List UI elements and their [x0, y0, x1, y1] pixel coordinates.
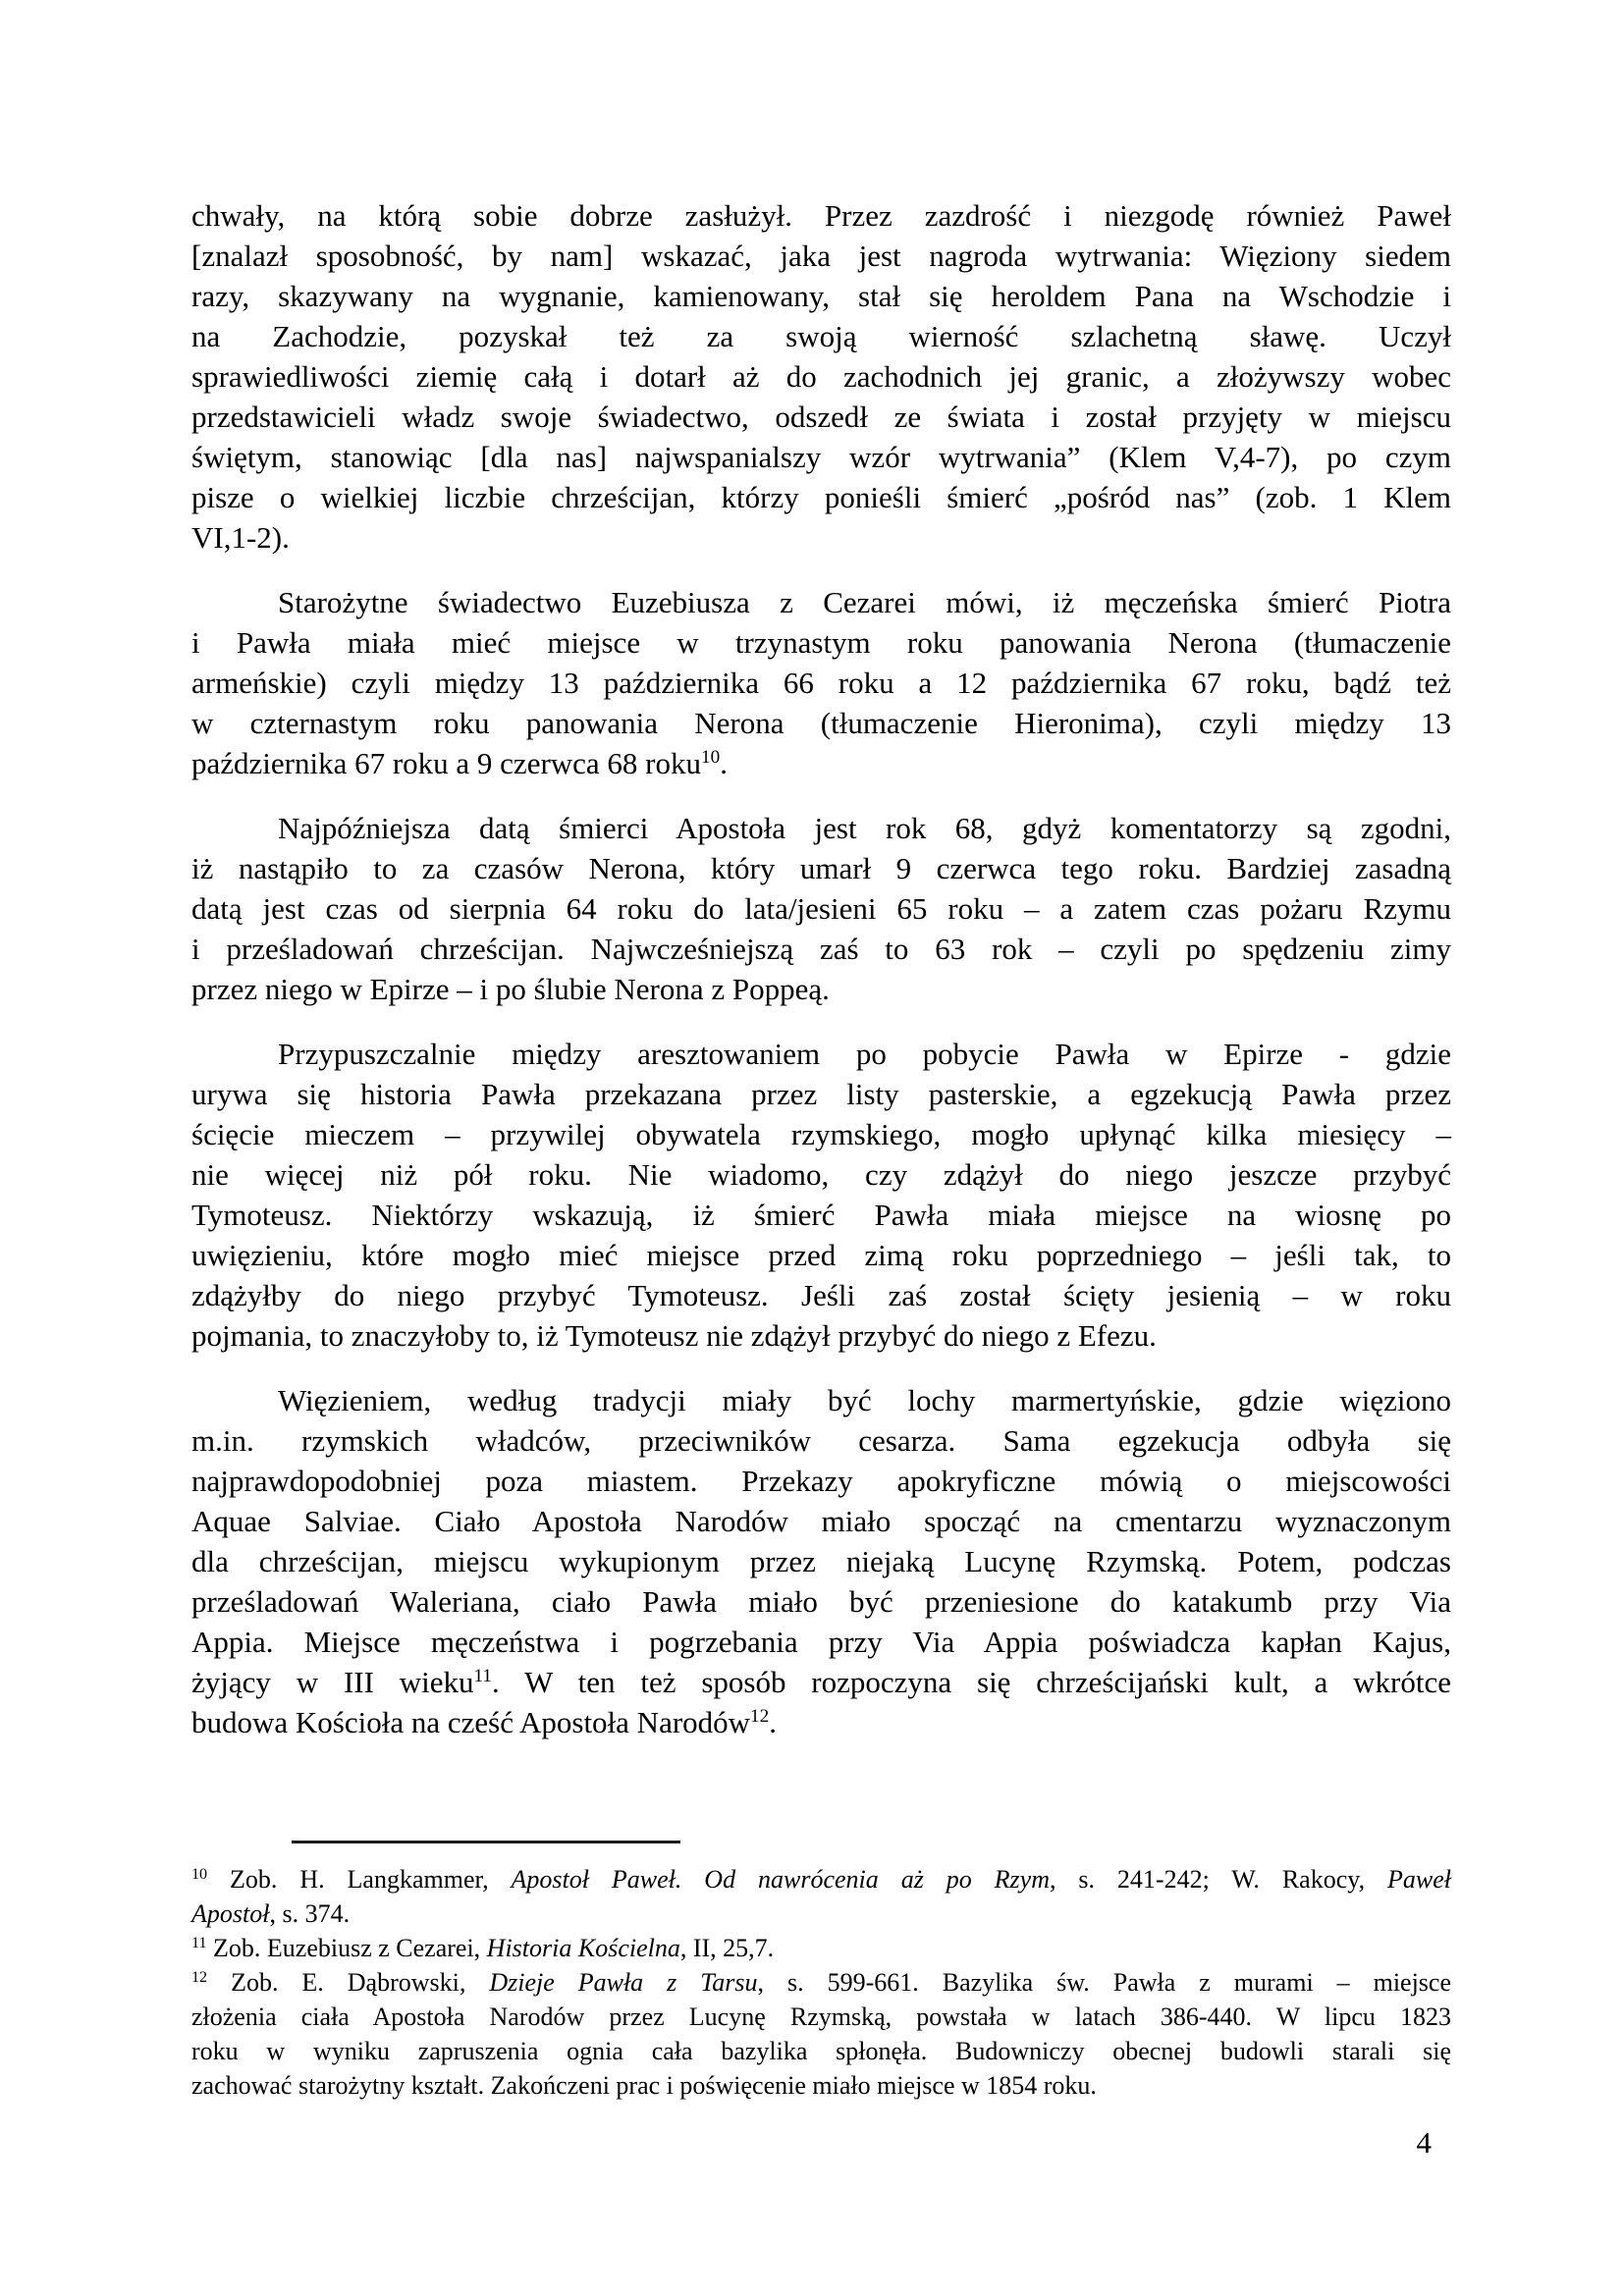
text-line: roku w wyniku zapruszenia ognia cała bazylika spłonęła. Budowniczy obecnej budowli starali się [191, 2037, 1451, 2065]
text-line: i Pawła miała mieć miejsce w trzynastym roku panowania Nerona (tłumaczenie [191, 625, 1451, 660]
text-line: świętym, stanowiąc [dla nas] najwspanialszy wzór wytrwania” (Klem V,4-7), po czym [191, 440, 1451, 474]
text-line: Przypuszczalnie między aresztowaniem po pobycie Pawła w Epirze - gdzie [278, 1037, 1451, 1071]
text-line: na Zachodzie, pozyskał też za swoją wierność szlachetną sławę. Uczył [191, 319, 1451, 353]
paragraph [191, 808, 1451, 1009]
text-line: budowa Kościoła na cześć Apostoła Narodów$^{12}$. [191, 1705, 777, 1739]
text-line: datą jest czas od sierpnia 64 roku do lata/jesieni 65 roku – a zatem czas pożaru Rzymu [191, 891, 1451, 926]
text-line: urywa się historia Pawła przekazana przez listy pasterskie, a egzekucją Pawła przez [191, 1077, 1451, 1111]
footnote-ref: 11 [473, 1666, 493, 1687]
text-line: zachować starożytny kształt. Zakończeni prac i poświęcenie miało miejsce w 1854 roku. [191, 2071, 1097, 2100]
text-line: i prześladowań chrześcijan. Najwcześniejszą zaś to 63 rok – czyli po spędzeniu zimy [191, 932, 1451, 966]
footnote-ref: 11 [191, 1935, 207, 1952]
italic-citation: Historia Kościelna [486, 1934, 680, 1962]
footnote-ref: 12 [750, 1706, 770, 1728]
text-line: nie więcej niż pół roku. Nie wiadomo, czy zdążył do niego jeszcze przybyć [191, 1157, 1451, 1192]
text-line: chwały, na którą sobie dobrze zasłużył. Przez zazdrość i niezgodę również Paweł [191, 198, 1451, 233]
text-line: w czternastym roku panowania Nerona (tłumaczenie Hieronima), czyli między 13 [191, 706, 1451, 740]
text-line: zdążyłby do niego przybyć Tymoteusz. Jeśli zaś został ścięty jesienią – w roku [191, 1278, 1451, 1312]
text-line: ścięcie mieczem – przywilej obywatela rzymskiego, mogło upłynąć kilka miesięcy – [191, 1117, 1451, 1151]
text-line: Aquae Salviae. Ciało Apostoła Narodów miało spocząć na cmentarzu wyznaczonym [191, 1504, 1451, 1538]
footnotes-section [191, 1862, 1451, 2103]
text-line: Apostoł, s. 374. [191, 1899, 351, 1928]
paragraph [191, 1034, 1451, 1356]
text-line: prześladowań Waleriana, ciało Pawła miało być przeniesione do katakumb przy Via [191, 1584, 1451, 1619]
paragraph [191, 1380, 1451, 1742]
footnote-ref: 12 [191, 1969, 208, 1987]
footnote [191, 1931, 1451, 1965]
text-line: razy, skazywany na wygnanie, kamienowany, stał się heroldem Pana na Wschodzie i [191, 279, 1451, 313]
text-line: przez niego w Epirze – i po ślubie Nerona z Poppeą. [191, 972, 830, 1006]
text-line: iż nastąpiło to za czasów Nerona, który umarł 9 czerwca tego roku. Bardziej zasadną [191, 851, 1451, 885]
italic-citation: Dzieje Pawła z Tarsu [489, 1968, 758, 1997]
text-line: Najpóźniejsza datą śmierci Apostoła jest rok 68, gdyż komentatorzy są zgodni, [278, 811, 1451, 845]
text-line: Starożytne świadectwo Euzebiusza z Cezarei mówi, iż męczeńska śmierć Piotra [278, 585, 1451, 619]
text-line: $^{10}$ Zob. H. Langkammer, Apostoł Paweł. Od nawrócenia aż po Rzym, s. 241-242; W. Rakocy, Paweł [191, 1865, 1451, 1894]
text-line: złożenia ciała Apostoła Narodów przez Lucynę Rzymską, powstała w latach 386-440. W lipcu 1823 [191, 2002, 1451, 2031]
text-line: $^{11}$ Zob. Euzebiusz z Cezarei, Historia Kościelna, II, 25,7. [191, 1934, 775, 1962]
text-line: uwięzieniu, które mogło mieć miejsce przed zimą roku poprzedniego – jeśli tak, to [191, 1238, 1451, 1272]
text-line: pojmania, to znaczyłoby to, iż Tymoteusz nie zdążył przybyć do niego z Efezu. [191, 1318, 1157, 1353]
page-number: 4 [1416, 2125, 1432, 2160]
text-line: dla chrześcijan, miejscu wykupionym przez niejaką Lucynę Rzymską. Potem, podczas [191, 1544, 1451, 1578]
footnote-ref: 10 [701, 747, 721, 769]
text-line: Appia. Miejsce męczeństwa i pogrzebania przy Via Appia poświadcza kapłan Kajus, [191, 1625, 1451, 1659]
footnote [191, 1965, 1451, 2103]
text-line: $^{12}$ Zob. E. Dąbrowski, Dzieje Pawła z Tarsu, s. 599-661. Bazylika św. Pawła z murami – miejsce [191, 1968, 1452, 1997]
text-line: najprawdopodobniej poza miastem. Przekazy apokryficzne mówią o miejscowości [191, 1464, 1451, 1498]
footnote [191, 1862, 1451, 1931]
paragraph [191, 582, 1451, 783]
text-line: Więzieniem, według tradycji miały być lochy marmertyńskie, gdzie więziono [278, 1383, 1451, 1417]
text-line: żyjący w III wieku$^{11}$. W ten też sposób rozpoczyna się chrześcijański kult, a wkrótce [191, 1665, 1451, 1699]
text-line: pisze o wielkiej liczbie chrześcijan, którzy ponieśli śmierć „pośród nas” (zob. 1 Klem [191, 480, 1451, 514]
italic-citation: Apostoł Paweł. Od nawrócenia aż po Rzym [511, 1865, 1050, 1894]
text-line: października 67 roku a 9 czerwca 68 roku$^{10}$. [191, 746, 728, 780]
text-line: przedstawicieli władz swoje świadectwo, odszedł ze świata i został przyjęty w miejscu [191, 400, 1451, 434]
footnote-ref: 10 [191, 1866, 208, 1884]
paragraph [191, 195, 1451, 558]
text-line: Tymoteusz. Niektórzy wskazują, iż śmierć Pawła miała miejsce na wiosnę po [191, 1198, 1451, 1232]
italic-citation: Apostoł [191, 1899, 270, 1928]
text-line: VI,1-2). [191, 520, 290, 555]
italic-citation: Paweł [1387, 1865, 1451, 1894]
main-text [191, 195, 1451, 1742]
text-line: m.in. rzymskich władców, przeciwników cesarza. Sama egzekucja odbyła się [191, 1423, 1451, 1458]
text-line: [znalazł sposobność, by nam] wskazać, jaka jest nagroda wytrwania: Więziony siedem [191, 239, 1451, 273]
text-line: sprawiedliwości ziemię całą i dotarł aż do zachodnich jej granic, a złożywszy wobec [191, 359, 1451, 394]
text-line: armeńskie) czyli między 13 października 66 roku a 12 października 67 roku, bądź też [191, 666, 1451, 700]
footnote-separator [292, 1841, 680, 1843]
